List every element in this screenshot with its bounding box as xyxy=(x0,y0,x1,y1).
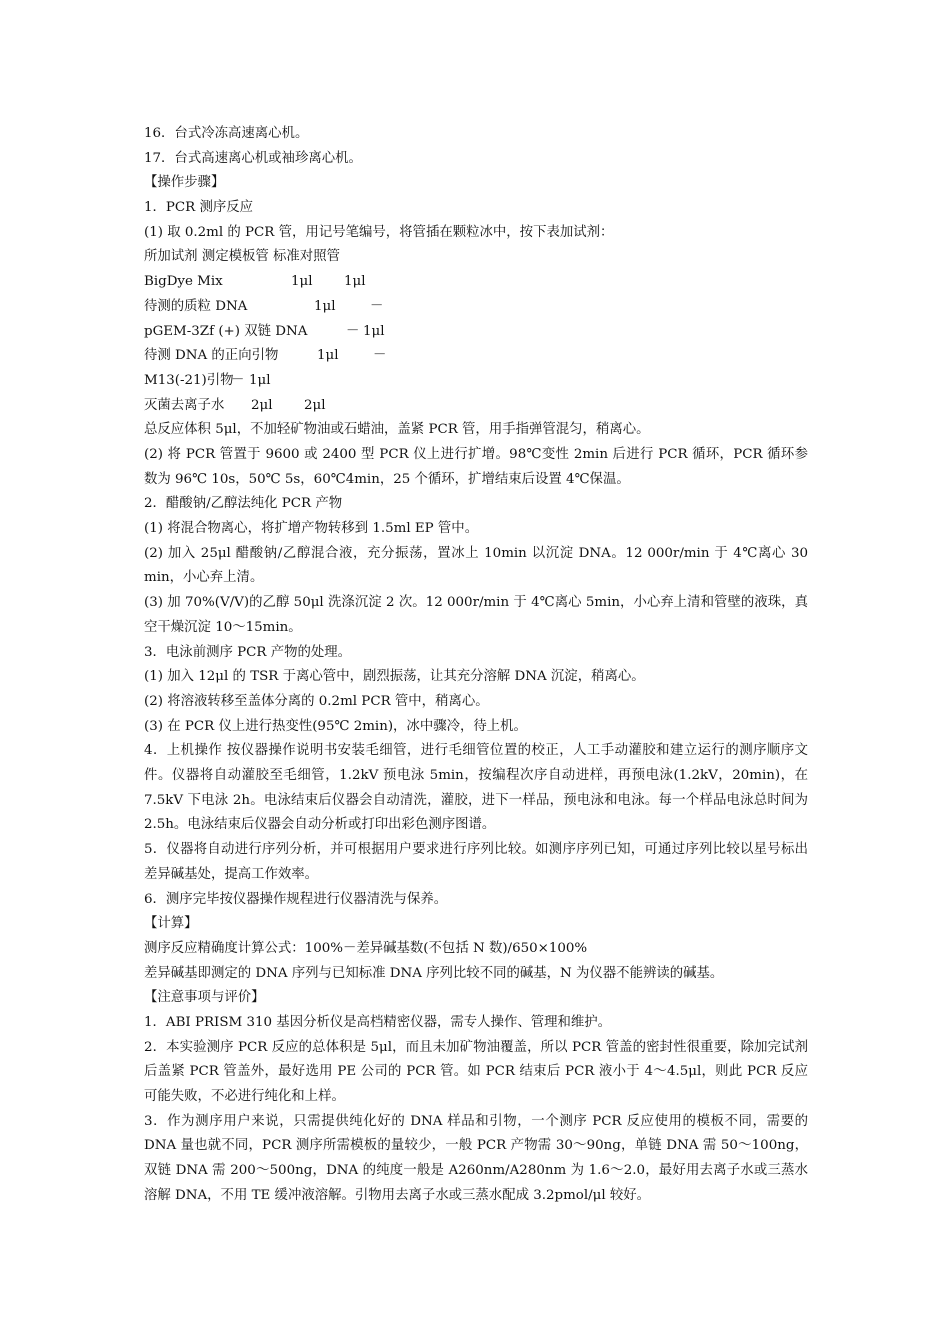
equipment-item-16: 16．台式冷冻高速离心机。 xyxy=(144,126,309,141)
reagent-table-header: 所加试剂 测定模板管 标准对照管 xyxy=(144,249,340,265)
reagent-name: 待测的质粒 DNA xyxy=(144,298,248,314)
step-2-title: 2．醋酸钠/乙醇法纯化 PCR 产物 xyxy=(144,496,343,512)
reagent-row xyxy=(144,295,808,320)
reagent-control-volume: 2μl xyxy=(304,397,326,413)
reagent-control-volume: － xyxy=(370,298,384,314)
reagent-test-volume: 2μl xyxy=(251,397,273,413)
reagent-row xyxy=(144,344,808,369)
note-2: 2．本实验测序 PCR 反应的总体积是 5μl，而且未加矿物油覆盖，所以 PCR 管盖的密封性很重要，除加完试剂后盖紧 PCR 管盖外，最好选用 PE 公司的 PCR 管。如 PCR 结束后 PCR 液小于 4～4.5μl，则此 PCR 反应可能失败，不必进行纯化和上样。 xyxy=(144,1039,808,1105)
reagent-name: BigDye Mix xyxy=(144,274,223,290)
step-2-sub-2: (2) 加入 25μl 醋酸钠/乙醇混合液，充分振荡，置冰上 10min 以沉淀 DNA。12 000r/min 于 4℃离心 30 min，小心弃上清。 xyxy=(144,545,808,586)
step-6: 6．测序完毕按仪器操作规程进行仪器清洗与保养。 xyxy=(144,891,448,907)
equipment-item-17: 17．台式高速离心机或袖珍离心机。 xyxy=(144,150,362,166)
reagent-name: 待测 DNA 的正向引物 xyxy=(144,348,279,364)
step-2-sub-3: (3) 加 70%(V/V)的乙醇 50μl 洗涤沉淀 2 次。12 000r/min 于 4℃离心 5min，小心弃上清和管壁的液珠，真空干燥沉淀 10～15min。 xyxy=(144,595,808,635)
reagent-name: 灭菌去离子水 xyxy=(144,397,225,413)
document-page xyxy=(144,122,808,1209)
reagent-row xyxy=(144,394,808,419)
step-1-sub-2: (2) 将 PCR 管置于 9600 或 2400 型 PCR 仪上进行扩增。98℃变性 2min 后进行 PCR 循环，PCR 循环参数为 96℃ 10s，50℃ 5s，60℃4min，25 个循环，扩增结束后设置 4℃保温。 xyxy=(144,446,808,487)
step-3-title: 3．电泳前测序 PCR 产物的处理。 xyxy=(144,644,352,660)
step-3-sub-2: (2) 将溶液转移至盖体分离的 0.2ml PCR 管中，稍离心。 xyxy=(144,693,489,709)
step-5: 5．仪器将自动进行序列分析，并可根据用户要求进行序列比较。如测序序列已知，可通过序列比较以星号标出差异碱基处，提高工作效率。 xyxy=(144,842,808,882)
step-3-sub-1: (1) 加入 12μl 的 TSR 于离心管中，剧烈振荡，让其充分溶解 DNA 沉淀，稍离心。 xyxy=(144,669,645,685)
reagent-name: M13(-21)引物 xyxy=(144,372,234,388)
reagent-row xyxy=(144,320,808,345)
note-1: 1．ABI PRISM 310 基因分析仪是高档精密仪器，需专人操作、管理和维护。 xyxy=(144,1014,612,1030)
step-1-sub-1: (1) 取 0.2ml 的 PCR 管，用记号笔编号，将管插在颗粒冰中，按下表加试剂： xyxy=(144,224,614,240)
section-heading-calculation: 【计算】 xyxy=(144,916,198,932)
reagent-row xyxy=(144,369,808,394)
reagent-name: pGEM-3Zf (+) 双链 DNA xyxy=(144,323,308,339)
reagent-control-volume: － xyxy=(373,348,387,364)
step-1-total-volume: 总反应体积 5μl，不加轻矿物油或石蜡油，盖紧 PCR 管，用手指弹管混匀，稍离心。 xyxy=(144,422,650,438)
step-1-title: 1．PCR 测序反应 xyxy=(144,200,254,216)
reagent-test-volume: － xyxy=(231,372,245,388)
step-3-sub-3: (3) 在 PCR 仪上进行热变性(95℃ 2min)，冰中骤冷，待上机。 xyxy=(144,718,527,734)
section-heading-steps: 【操作步骤】 xyxy=(144,175,225,191)
reagent-test-volume: 1μl xyxy=(317,348,339,364)
calculation-note: 差异碱基即测定的 DNA 序列与已知标准 DNA 序列比较不同的碱基，N 为仪器不能辨读的碱基。 xyxy=(144,965,724,981)
step-2-sub-1: (1) 将混合物离心，将扩增产物转移到 1.5ml EP 管中。 xyxy=(144,521,479,537)
calculation-formula: 测序反应精确度计算公式：100%－差异碱基数(不包括 N 数)/650×100% xyxy=(144,940,588,956)
reagent-control-volume: 1μl xyxy=(249,372,271,388)
note-3: 3．作为测序用户来说，只需提供纯化好的 DNA 样品和引物，一个测序 PCR 反应使用的模板不同，需要的 DNA 量也就不同，PCR 测序所需模板的量较少，一般 PCR 产物需 30～90ng，单链 DNA 需 50～100ng，双链 DNA 需 200～500ng，DNA 的纯度一般是 A260nm/A280nm 为 1.6～2.0，最好用去离子水或三蒸水溶解 DNA，不用 TE 缓冲液溶解。引物用去离子水或三蒸水配成 3.2pmol/μl 较好。 xyxy=(144,1113,808,1203)
section-heading-notes: 【注意事项与评价】 xyxy=(144,990,265,1006)
step-4: 4．上机操作 按仪器操作说明书安装毛细管，进行毛细管位置的校正，人工手动灌胶和建立运行的测序顺序文件。仪器将自动灌胶至毛细管，1.2kV 预电泳 5min，按编程次序自动进样，再预电泳(1.2kV，20min)，在 7.5kV 下电泳 2h。电泳结束后仪器会自动清洗，灌胶，进下一样品，预电泳和电泳。每一个样品电泳总时间为 2.5h。电泳结束后仪器会自动分析或打印出彩色测序图谱。 xyxy=(144,743,808,833)
reagent-test-volume: － xyxy=(346,323,360,339)
reagent-control-volume: 1μl xyxy=(363,323,385,339)
reagent-control-volume: 1μl xyxy=(344,274,366,290)
reagent-test-volume: 1μl xyxy=(291,274,313,290)
reagent-row xyxy=(144,270,808,295)
reagent-test-volume: 1μl xyxy=(314,298,336,314)
